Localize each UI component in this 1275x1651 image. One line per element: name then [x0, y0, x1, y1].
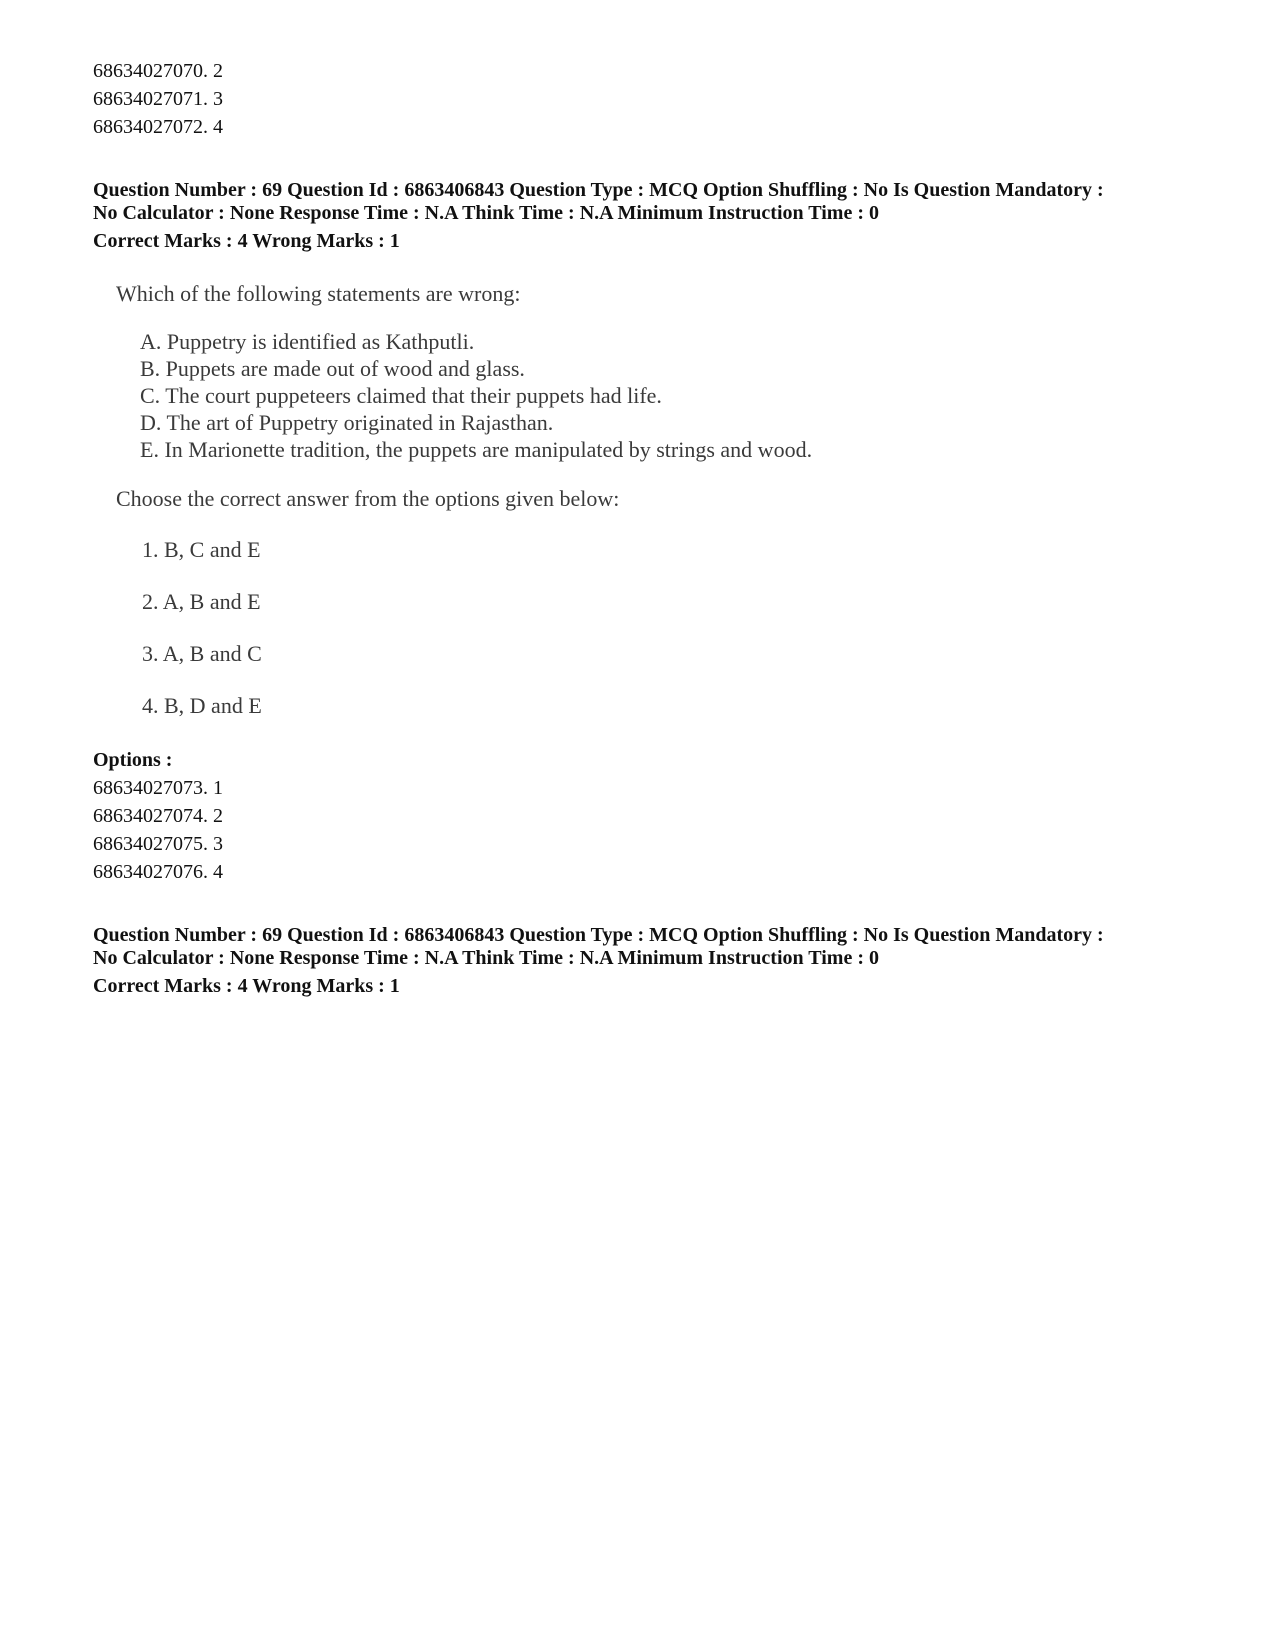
statement-c: C. The court puppeteers claimed that their puppets had life.: [140, 383, 662, 408]
choice-1: 1. B, C and E: [142, 537, 261, 562]
option-line: 68634027073. 1: [93, 777, 223, 799]
options-label: Options :: [93, 749, 173, 771]
option-line: 68634027071. 3: [93, 88, 223, 110]
statement-a: A. Puppetry is identified as Kathputli.: [140, 329, 475, 354]
question-instruction: Choose the correct answer from the options given below:: [116, 486, 620, 511]
option-line: 68634027072. 4: [93, 116, 223, 138]
next-question-header-line2: No Calculator : None Response Time : N.A Think Time : N.A Minimum Instruction Time : 0: [93, 947, 879, 969]
question-prompt: Which of the following statements are wrong:: [116, 281, 521, 306]
option-line: 68634027076. 4: [93, 861, 223, 883]
question-image: [108, 280, 908, 755]
option-line: 68634027075. 3: [93, 833, 223, 855]
statement-b: B. Puppets are made out of wood and glass.: [140, 356, 525, 381]
question-marks: Correct Marks : 4 Wrong Marks : 1: [93, 230, 400, 252]
choice-4: 4. B, D and E: [142, 693, 262, 718]
next-question-header-line1: Question Number : 69 Question Id : 6863406843 Question Type : MCQ Option Shuffling : No Is Question Mandatory :: [93, 924, 1104, 946]
choice-2: 2. A, B and E: [142, 589, 261, 614]
statement-d: D. The art of Puppetry originated in Rajasthan.: [140, 410, 554, 435]
choice-3: 3. A, B and C: [142, 641, 262, 666]
statement-e: E. In Marionette tradition, the puppets are manipulated by strings and wood.: [140, 437, 813, 462]
option-line: 68634027070. 2: [93, 60, 223, 82]
next-question-marks: Correct Marks : 4 Wrong Marks : 1: [93, 975, 400, 997]
option-line: 68634027074. 2: [93, 805, 223, 827]
question-header-line1: Question Number : 69 Question Id : 6863406843 Question Type : MCQ Option Shuffling : No Is Question Mandatory :: [93, 179, 1104, 201]
question-header-line2: No Calculator : None Response Time : N.A Think Time : N.A Minimum Instruction Time : 0: [93, 202, 879, 224]
